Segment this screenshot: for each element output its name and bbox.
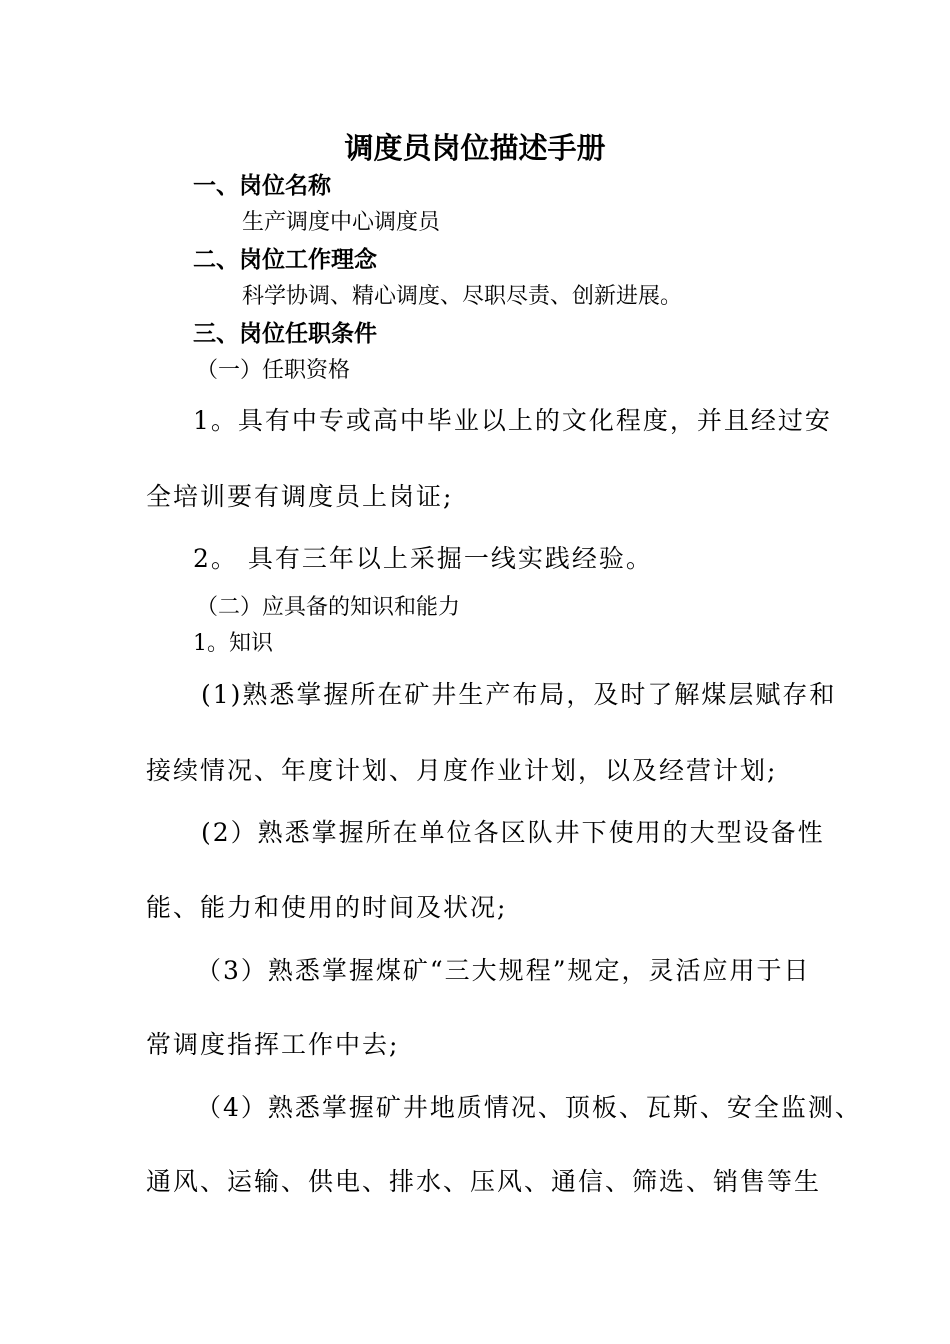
subsection-heading-knowledge-abilities: （二）应具备的知识和能力: [196, 595, 461, 620]
knowledge-item-4-line-2: 通风、运输、供电、排水、压风、通信、筛选、销售等生: [146, 1167, 822, 1196]
eligibility-item-2: 2。 具有三年以上采掘一线实践经验。: [193, 544, 653, 573]
knowledge-item-3-line-1: （3）熟悉掌握煤矿“三大规程”规定，灵活应用于日: [196, 956, 811, 985]
section-heading-qualifications: 三、岗位任职条件: [193, 321, 377, 347]
section-heading-work-philosophy: 二、岗位工作理念: [193, 247, 377, 273]
document-title: 调度员岗位描述手册: [344, 131, 606, 165]
knowledge-item-1-line-2: 接续情况、年度计划、月度作业计划，以及经营计划;: [146, 756, 778, 785]
eligibility-item-1-line-2: 全培训要有调度员上岗证;: [146, 482, 454, 511]
knowledge-heading: 1。知识: [193, 631, 273, 656]
job-title-text: 生产调度中心调度员: [242, 210, 441, 235]
eligibility-item-1-line-1: 1。具有中专或高中毕业以上的文化程度，并且经过安: [193, 406, 832, 435]
knowledge-item-4-line-1: （4）熟悉掌握矿井地质情况、顶板、瓦斯、安全监测、: [196, 1093, 862, 1122]
work-philosophy-text: 科学协调、精心调度、尽职尽责、创新进展。: [242, 284, 683, 309]
section-heading-job-title: 一、岗位名称: [193, 173, 331, 199]
subsection-heading-eligibility: （一）任职资格: [196, 358, 351, 383]
knowledge-item-1-line-1: (1)熟悉掌握所在矿井生产布局，及时了解煤层赋存和: [201, 680, 837, 709]
knowledge-item-2-line-2: 能、能力和使用的时间及状况;: [146, 893, 508, 922]
knowledge-item-2-line-1: (2）熟悉掌握所在单位各区队井下使用的大型设备性: [201, 818, 825, 847]
knowledge-item-3-line-2: 常调度指挥工作中去;: [146, 1030, 400, 1059]
